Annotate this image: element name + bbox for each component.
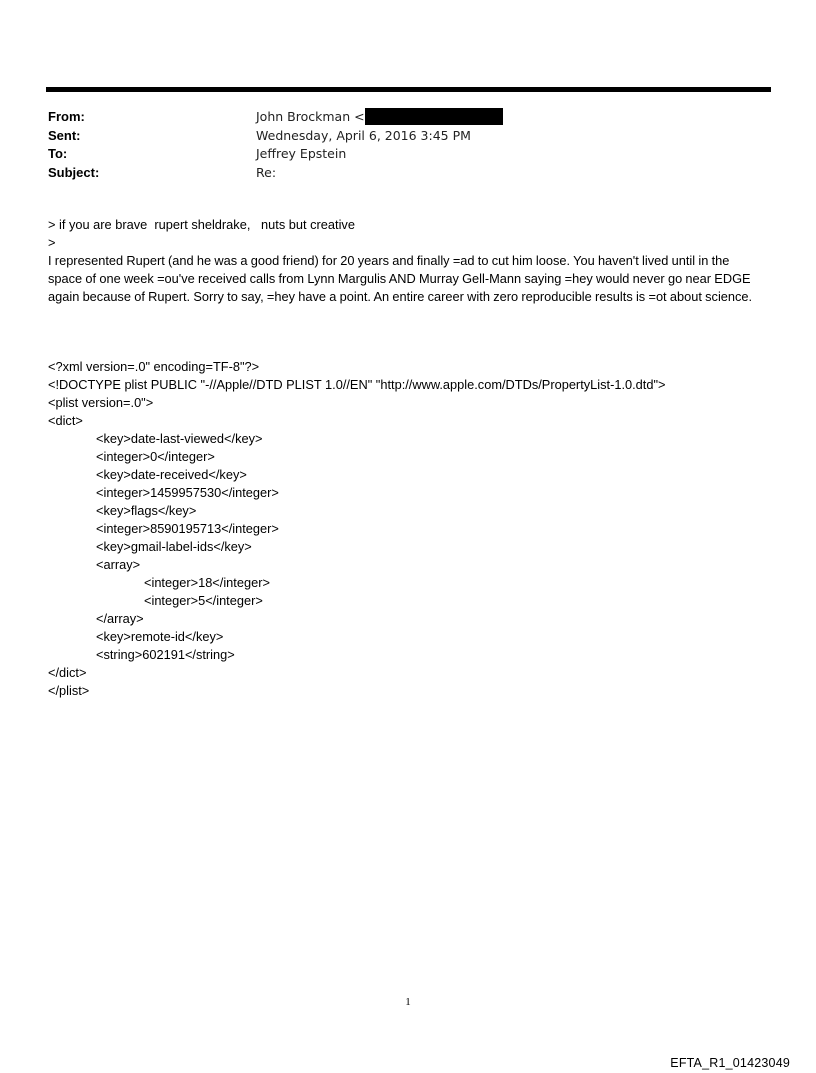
sent-row	[48, 127, 768, 146]
plist-line: <integer>1459957530</integer>	[96, 485, 279, 500]
header-divider	[46, 87, 771, 92]
bates-number: EFTA_R1_01423049	[670, 1056, 790, 1070]
plist-line: <dict>	[48, 413, 83, 428]
plist-line: <integer>5</integer>	[144, 593, 263, 608]
sent-value: Wednesday, April 6, 2016 3:45 PM	[256, 127, 471, 143]
subject-value: Re:	[256, 164, 277, 180]
plist-block	[48, 358, 760, 700]
plist-line: <array>	[96, 557, 141, 572]
sender-name: John Brockman <	[256, 109, 365, 124]
plist-line: <key>gmail-label-ids</key>	[96, 539, 252, 554]
from-value	[256, 108, 503, 127]
plist-line: <integer>8590195713</integer>	[96, 521, 279, 536]
plist-line: <plist version=.0">	[48, 395, 154, 410]
from-row	[48, 108, 768, 127]
redaction-box	[365, 108, 503, 125]
to-row	[48, 145, 768, 164]
quote-marker: >	[48, 235, 56, 250]
to-value: Jeffrey Epstein	[256, 146, 347, 161]
email-body	[48, 216, 760, 306]
plist-line: <!DOCTYPE plist PUBLIC "-//Apple//DTD PLIST 1.0//EN" "http://www.apple.com/DTDs/PropertyList-1.0.dtd">	[48, 377, 666, 392]
plist-line: <integer>0</integer>	[96, 449, 215, 464]
subject-label: Subject:	[48, 164, 100, 180]
plist-line: <?xml version=.0" encoding=TF-8"?>	[48, 359, 260, 374]
subject-row	[48, 164, 768, 183]
plist-line: <string>602191</string>	[96, 647, 235, 662]
page-number: 1	[405, 996, 411, 1008]
plist-line: </array>	[96, 611, 144, 626]
quoted-line: > if you are brave rupert sheldrake, nuts but creative	[48, 217, 355, 232]
body-paragraph: I represented Rupert (and he was a good friend) for 20 years and finally =ad to cut him loose. You haven't lived until in the space of one week =ou've received calls from Lynn Margulis AND Murray Gell-Mann saying =hey would never go near EDGE again because of Rupert. Sorry to say, =hey have a point. An entire career with zero reproducible results is =ot about science.	[48, 253, 754, 304]
plist-line: </dict>	[48, 665, 87, 680]
plist-line: <key>date-received</key>	[96, 467, 247, 482]
plist-line: <key>flags</key>	[96, 503, 197, 518]
sent-label: Sent:	[48, 127, 81, 143]
plist-line: </plist>	[48, 683, 90, 698]
from-label: From:	[48, 109, 85, 124]
to-label: To:	[48, 146, 68, 161]
plist-line: <key>remote-id</key>	[96, 629, 224, 644]
plist-line: <key>date-last-viewed</key>	[96, 431, 263, 446]
plist-line: <integer>18</integer>	[144, 575, 270, 590]
email-header	[48, 108, 768, 182]
